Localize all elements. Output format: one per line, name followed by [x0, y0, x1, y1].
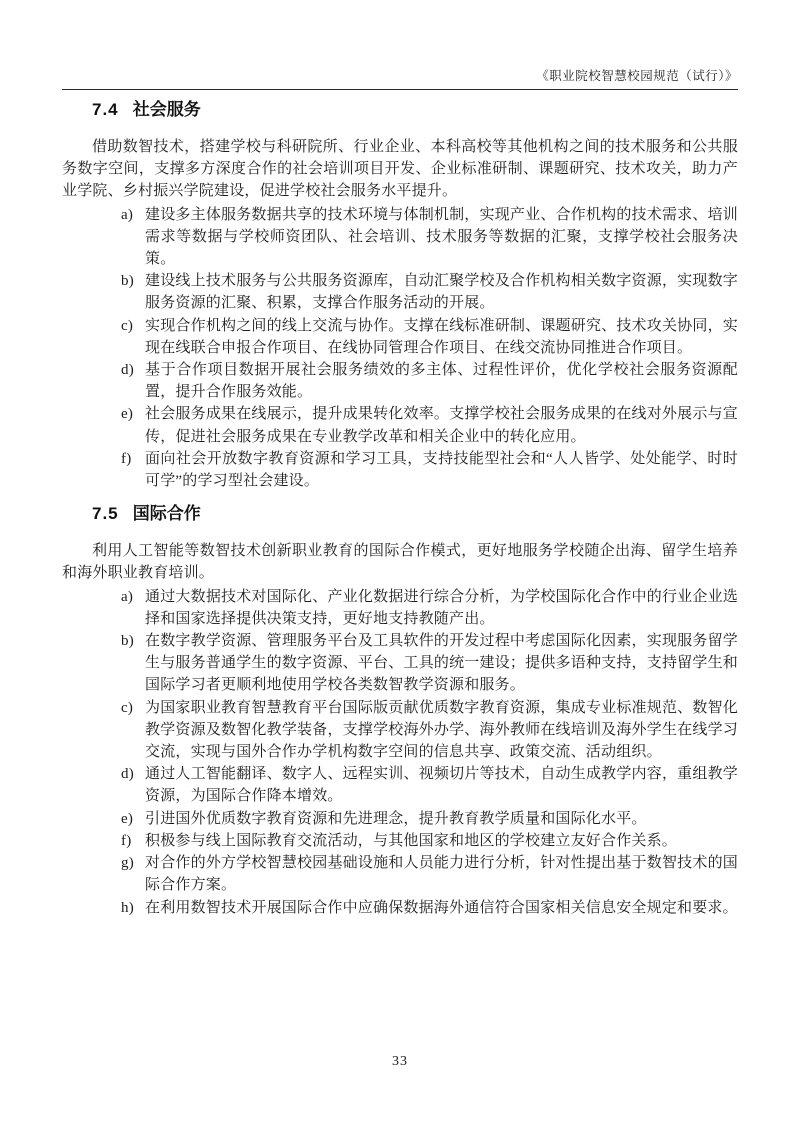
list-item — [62, 630, 738, 697]
list-item — [62, 204, 738, 271]
list-item — [62, 403, 738, 447]
list-item-marker: b) — [121, 273, 134, 290]
section-title: 国际合作 — [132, 504, 201, 524]
list-item — [62, 897, 738, 919]
section-number: 7.5 — [92, 504, 119, 524]
page-footer — [0, 1052, 800, 1070]
list-item-marker: c) — [121, 317, 134, 334]
list-item — [62, 763, 738, 807]
list-item-text: 在利用数智技术开展国际合作中应确保数据海外通信符合国家相关信息安全规定和要求。 — [145, 899, 738, 916]
list-item-marker: a) — [121, 206, 134, 223]
list-item-marker: e) — [121, 406, 134, 423]
section-item-list — [62, 586, 738, 919]
list-item-text: 通过大数据技术对国际化、产业化数据进行综合分析，为学校国际化合作中的行业企业选择和国家选择提供决策支持，更好地支持教随产出。 — [145, 588, 738, 627]
list-item-text: 建设线上技术服务与公共服务资源库，自动汇聚学校及合作机构相关数字资源，实现数字服务资源的汇聚、积累，支撑合作服务活动的开展。 — [145, 273, 738, 312]
list-item-marker: g) — [121, 855, 134, 872]
running-header-title: 《职业院校智慧校园规范（试行）》 — [536, 69, 738, 83]
list-item — [62, 359, 738, 403]
section-item-list — [62, 204, 738, 493]
list-item-text: 为国家职业教育智慧教育平台国际版贡献优质数字教育资源，集成专业标准规范、数智化教学资源及数智化教学装备，支撑学校海外办学、海外教师在线培训及海外学生在线学习交流，实现与国外合作办学机构数字空间的信息共享、政策交流、活动组织。 — [145, 699, 738, 761]
list-item-marker: d) — [121, 766, 134, 783]
list-item — [62, 697, 738, 764]
list-item — [62, 830, 738, 852]
page-header — [62, 0, 738, 90]
list-item-text: 建设多主体服务数据共享的技术环境与体制机制，实现产业、合作机构的技术需求、培训需求等数据与学校师资团队、社会培训、技术服务等数据的汇聚，支撑学校社会服务决策。 — [145, 206, 738, 268]
section — [62, 99, 738, 492]
list-item — [62, 852, 738, 896]
page-number: 33 — [392, 1054, 408, 1069]
section-intro: 借助数智技术，搭建学校与科研院所、行业企业、本科高校等其他机构之间的技术服务和公共服务数字空间，支撑多方深度合作的社会培训项目开发、企业标准研制、课题研究、技术攻关，助力产业学院、乡村振兴学院建设，促进学校社会服务水平提升。 — [62, 139, 738, 200]
list-item-marker: h) — [121, 899, 134, 916]
document-body — [62, 88, 738, 919]
list-item-text: 通过人工智能翻译、数字人、远程实训、视频切片等技术，自动生成教学内容，重组教学资源，为国际合作降本增效。 — [145, 766, 738, 805]
section-heading — [92, 503, 738, 525]
list-item-text: 对合作的外方学校智慧校园基础设施和人员能力进行分析，针对性提出基于数智技术的国际合作方案。 — [145, 855, 738, 894]
section-number: 7.4 — [92, 100, 119, 119]
list-item-marker: d) — [121, 362, 134, 379]
section-heading — [92, 99, 738, 121]
list-item-marker: e) — [121, 810, 134, 827]
list-item-marker: a) — [121, 588, 134, 605]
list-item-text: 面向社会开放数字教育资源和学习工具，支持技能型社会和“人人皆学、处处能学、时时可学”的学习型社会建设。 — [145, 450, 738, 490]
list-item-text: 积极参与线上国际教育交流活动，与其他国家和地区的学校建立友好合作关系。 — [145, 832, 678, 849]
section-intro: 利用人工智能等数智技术创新职业教育的国际合作模式，更好地服务学校随企出海、留学生培养和海外职业教育培训。 — [62, 543, 738, 582]
list-item — [62, 315, 738, 359]
list-item-marker: f) — [121, 450, 132, 467]
list-item-text: 基于合作项目数据开展社会服务绩效的多主体、过程性评价，优化学校社会服务资源配置，提升合作服务效能。 — [145, 362, 738, 401]
list-item-text: 实现合作机构之间的线上交流与协作。支撑在线标准研制、课题研究、技术攻关协同，实现在线联合申报合作项目、在线协同管理合作项目、在线交流协同推进合作项目。 — [145, 317, 738, 356]
list-item — [62, 586, 738, 630]
list-item-text: 引进国外优质数字教育资源和先进理念，提升教育教学质量和国际化水平。 — [145, 810, 647, 827]
list-item-text: 社会服务成果在线展示，提升成果转化效率。支撑学校社会服务成果的在线对外展示与宣传，促进社会服务成果在专业教学改革和相关企业中的转化应用。 — [145, 406, 738, 445]
list-item-text: 在数字教学资源、管理服务平台及工具软件的开发过程中考虑国际化因素，实现服务留学生与服务普通学生的数字资源、平台、工具的统一建设；提供多语种支持，支持留学生和国际学习者更顺利地使用学校各类数智教学资源和服务。 — [145, 633, 738, 694]
list-item — [62, 808, 738, 830]
section — [62, 503, 738, 918]
list-item-marker: b) — [121, 633, 134, 650]
section-title: 社会服务 — [132, 100, 201, 119]
list-item-marker: f) — [121, 832, 132, 849]
list-item-marker: c) — [121, 699, 134, 716]
list-item — [62, 270, 738, 314]
list-item — [62, 448, 738, 492]
